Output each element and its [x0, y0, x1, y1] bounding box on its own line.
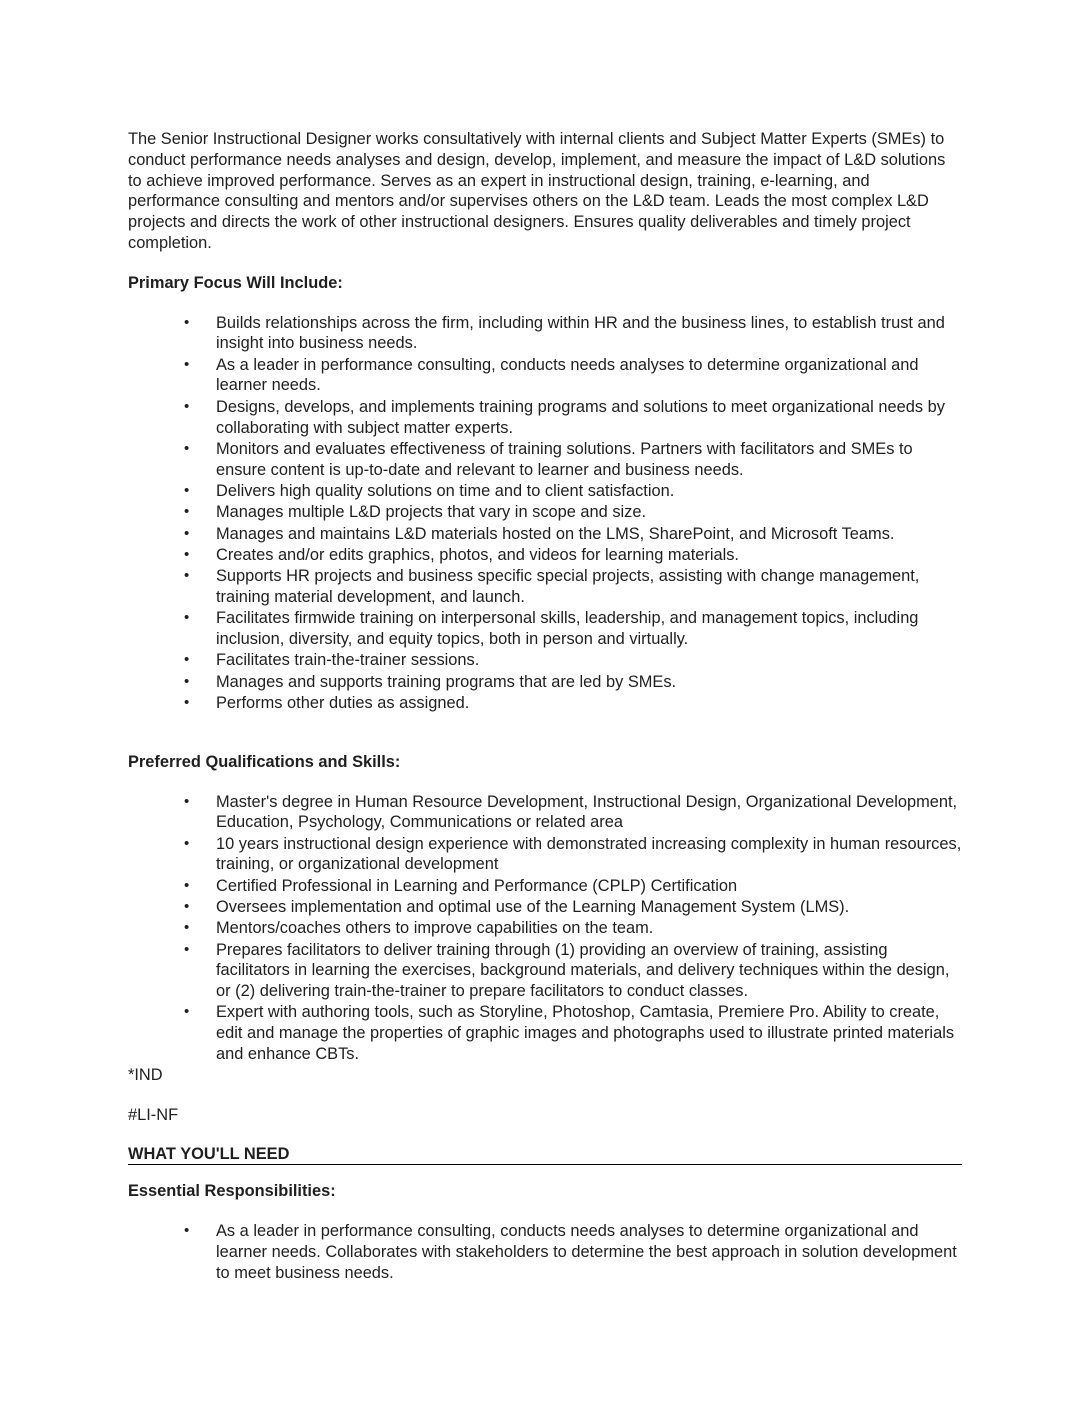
list-item: • As a leader in performance consulting, conducts needs analyses to determine organizational and learner needs. Collaborates with stakeholders to determine the best approach in solution development to meet business needs.	[128, 1221, 962, 1283]
list-item: • Manages and maintains L&D materials hosted on the LMS, SharePoint, and Microsoft Teams.	[128, 524, 962, 545]
essential-responsibilities-heading: Essential Responsibilities:	[128, 1182, 336, 1201]
list-item: • 10 years instructional design experience with demonstrated increasing complexity in human resources, training, or organizational development	[128, 834, 962, 876]
list-item: • Prepares facilitators to deliver training through (1) providing an overview of training, assisting facilitators in learning the exercises, background materials, and delivery techniques within the design, or (2) delivering train-the-trainer to prepare facilitators to conduct classes.	[128, 940, 962, 1002]
list-item: • Expert with authoring tools, such as Storyline, Photoshop, Camtasia, Premiere Pro. Ability to create, edit and manage the properties of graphic images and photographs used to illustrate printed materials and enhance CBTs.	[128, 1002, 962, 1064]
list-item: • Performs other duties as assigned.	[128, 693, 962, 714]
list-item: • Monitors and evaluates effectiveness of training solutions. Partners with facilitators and SMEs to ensure content is up-to-date and relevant to learner and business needs.	[128, 439, 962, 481]
list-item: • Oversees implementation and optimal use of the Learning Management System (LMS).	[128, 897, 962, 918]
primary-focus-heading: Primary Focus Will Include:	[128, 273, 343, 292]
preferred-qualifications-heading: Preferred Qualifications and Skills:	[128, 752, 401, 771]
list-item: • Master's degree in Human Resource Development, Instructional Design, Organizational Development, Education, Psychology, Communications or related area	[128, 792, 962, 834]
list-item: • Certified Professional in Learning and Performance (CPLP) Certification	[128, 876, 962, 897]
intro-paragraph: The Senior Instructional Designer works consultatively with internal clients and Subject Matter Experts (SMEs) to conduct performance needs analyses and design, develop, implement, and measure the impact of L&D solutions to achieve improved performance. Serves as an expert in instructional design, training, e-learning, and performance consulting and mentors and/or supervises others on the L&D team. Leads the most complex L&D projects and directs the work of other instructional designers. Ensures quality deliverables and timely project completion.	[128, 130, 946, 252]
list-item: • Supports HR projects and business specific special projects, assisting with change management, training material development, and launch.	[128, 566, 962, 608]
ind-tag: *IND	[128, 1066, 163, 1085]
list-item: • Designs, develops, and implements training programs and solutions to meet organizational needs by collaborating with subject matter experts.	[128, 397, 962, 439]
linkedin-tag: #LI-NF	[128, 1106, 179, 1125]
list-item: • Manages and supports training programs that are led by SMEs.	[128, 672, 962, 693]
list-item: • Mentors/coaches others to improve capabilities on the team.	[128, 918, 962, 939]
list-item: • As a leader in performance consulting, conducts needs analyses to determine organizational and learner needs.	[128, 355, 962, 397]
essential-responsibilities-list	[128, 1221, 962, 1283]
primary-focus-list	[128, 313, 962, 714]
list-item: • Facilitates firmwide training on interpersonal skills, leadership, and management topics, including inclusion, diversity, and equity topics, both in person and virtually.	[128, 608, 962, 650]
list-item: • Facilitates train-the-trainer sessions.	[128, 650, 962, 671]
list-item: • Creates and/or edits graphics, photos, and videos for learning materials.	[128, 545, 962, 566]
list-item: • Manages multiple L&D projects that vary in scope and size.	[128, 502, 962, 523]
list-item: • Delivers high quality solutions on time and to client satisfaction.	[128, 481, 962, 502]
what-you-need-heading: WHAT YOU'LL NEED	[128, 1145, 962, 1165]
document-page	[128, 129, 962, 1284]
preferred-qualifications-list	[128, 792, 962, 1065]
list-item: • Builds relationships across the firm, including within HR and the business lines, to establish trust and insight into business needs.	[128, 313, 962, 355]
